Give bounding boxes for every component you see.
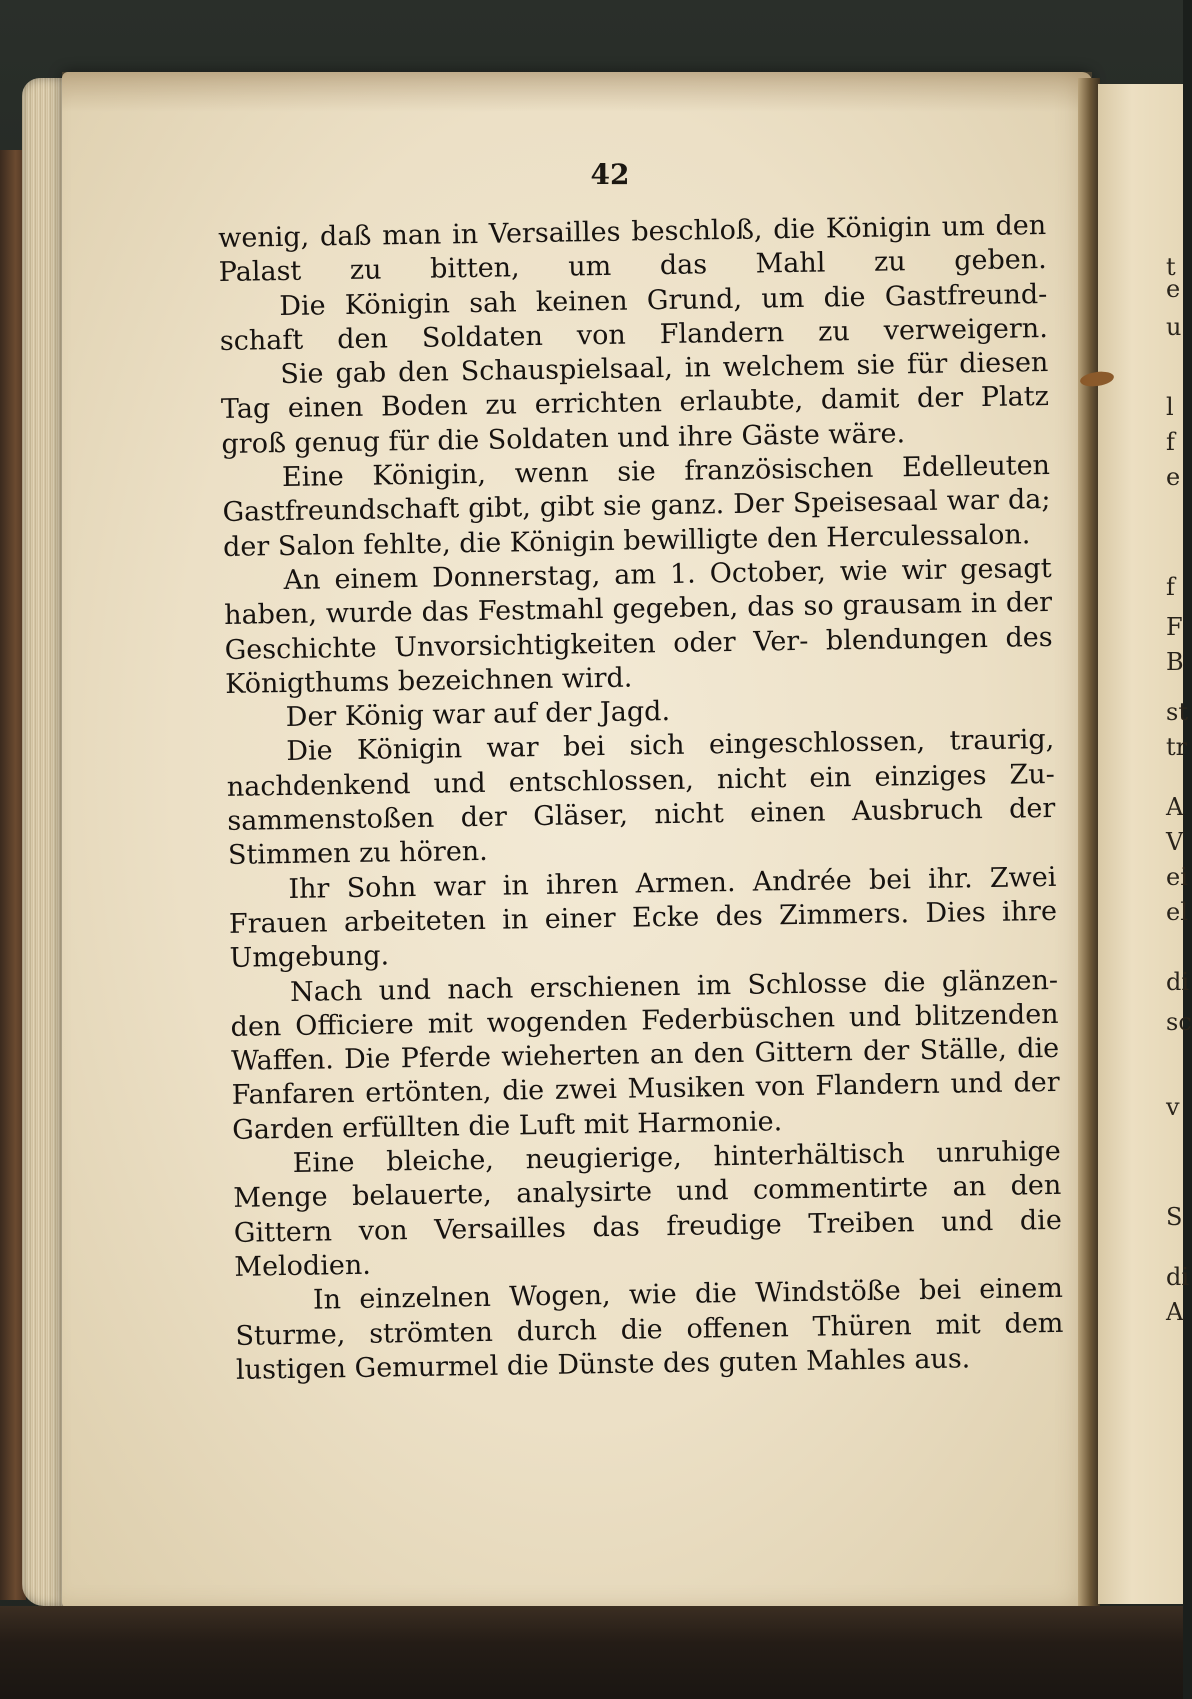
book-gutter (1078, 78, 1100, 1606)
facing-page-fragment: l (1166, 393, 1174, 421)
paragraph: Nach und nach erschienen im Schlosse die glänzen- den Officiere mit wogenden Federbüschen und blitzenden Waffen. Die Pferde wieherten an den Gittern der Ställe, die Fanfaren ertönten, die zwei Musiken von Flandern und der Garden erfüllten die Luft mit Harmonie. (230, 964, 1060, 1146)
facing-page-fragment: sc (1166, 1008, 1192, 1036)
facing-page-fragment: f (1166, 428, 1175, 456)
facing-page-fragment: di (1166, 968, 1190, 996)
paragraph: Eine bleiche, neugierige, hinterhältisch unruhige Menge belauerte, analysirte und commentirte an den Gittern von Versailles das freudige Treiben und die Melodien. (233, 1135, 1063, 1283)
facing-page-fragment: t (1166, 253, 1176, 281)
facing-page-fragment: di (1166, 1263, 1190, 1291)
facing-page-fragment: e (1166, 275, 1181, 303)
page-shadow (62, 72, 1092, 112)
paragraph: Der König war auf der Jagd. (285, 696, 671, 734)
facing-page-fragment: V (1166, 828, 1184, 856)
facing-page-fragment: e (1166, 463, 1181, 491)
paragraph: Sie gab den Schauspielsaal, in welchem sie für diesen Tag einen Boden zu errichten erlaubte, damit der Platz groß genug für die Soldaten und ihre Gäste wäre. (220, 347, 1050, 460)
paragraph: Eine Königin, wenn sie französischen Edelleuten Gastfreundschaft gibt, gibt sie ganz. Der Speisesaal war da; der Salon fehlte, die Königin bewilligte den Herculessalon. (222, 450, 1051, 563)
paragraph: Ihr Sohn war in ihren Armen. Andrée bei ihr. Zwei Frauen arbeiteten in einer Ecke des Zimmers. Dies ihre Umgebung. (228, 861, 1058, 975)
paragraph: Die Königin sah keinen Grund, um die Gastfreund- schaft den Soldaten von Flandern zu verweigern. (219, 278, 1049, 357)
facing-page-fragment: S (1166, 1203, 1183, 1231)
facing-page-text (1166, 250, 1192, 1650)
page-number: 42 (590, 158, 630, 191)
facing-page-fragment: B (1166, 648, 1184, 676)
facing-page-fragment: A (1166, 793, 1184, 821)
facing-page-fragment: el (1166, 898, 1188, 926)
facing-page-fragment: A (1166, 1298, 1184, 1326)
facing-page-fragment: st (1166, 698, 1188, 726)
facing-page-fragment: tr (1166, 733, 1188, 761)
paragraph: wenig, daß man in Versailles beschloß, die Königin um den Palast zu bitten, um das Mahl zu geben. (218, 209, 1047, 289)
facing-page-fragment: v (1166, 1093, 1180, 1121)
paragraph: An einem Donnerstag, am 1. October, wie wir gesagt haben, wurde das Festmahl gegeben, das so grausam in der Geschichte Unvorsichtigkeiten oder Ver- blendungen des Königthums bezeichnen wird. (223, 552, 1053, 700)
paragraph: In einzelnen Wogen, wie die Windstöße bei einem Sturme, strömten durch die offenen Thüren mit dem lustigen Gemurmel die Dünste des guten Mahles aus. (235, 1273, 1064, 1386)
body-text (218, 209, 1064, 1388)
facing-page-fragment: ei (1166, 863, 1188, 891)
facing-page-fragment: F (1166, 613, 1183, 641)
paragraph: Die Königin war bei sich eingeschlossen, traurig, nachdenkend und entschlossen, nicht ein einziges Zu- sammenstoßen der Gläser, nicht einen Ausbruch der Stimmen zu hören. (226, 724, 1056, 872)
facing-page-fragment: u (1166, 313, 1182, 341)
facing-page-fragment: f (1166, 573, 1175, 601)
book-cover-bottom (0, 1606, 1183, 1699)
